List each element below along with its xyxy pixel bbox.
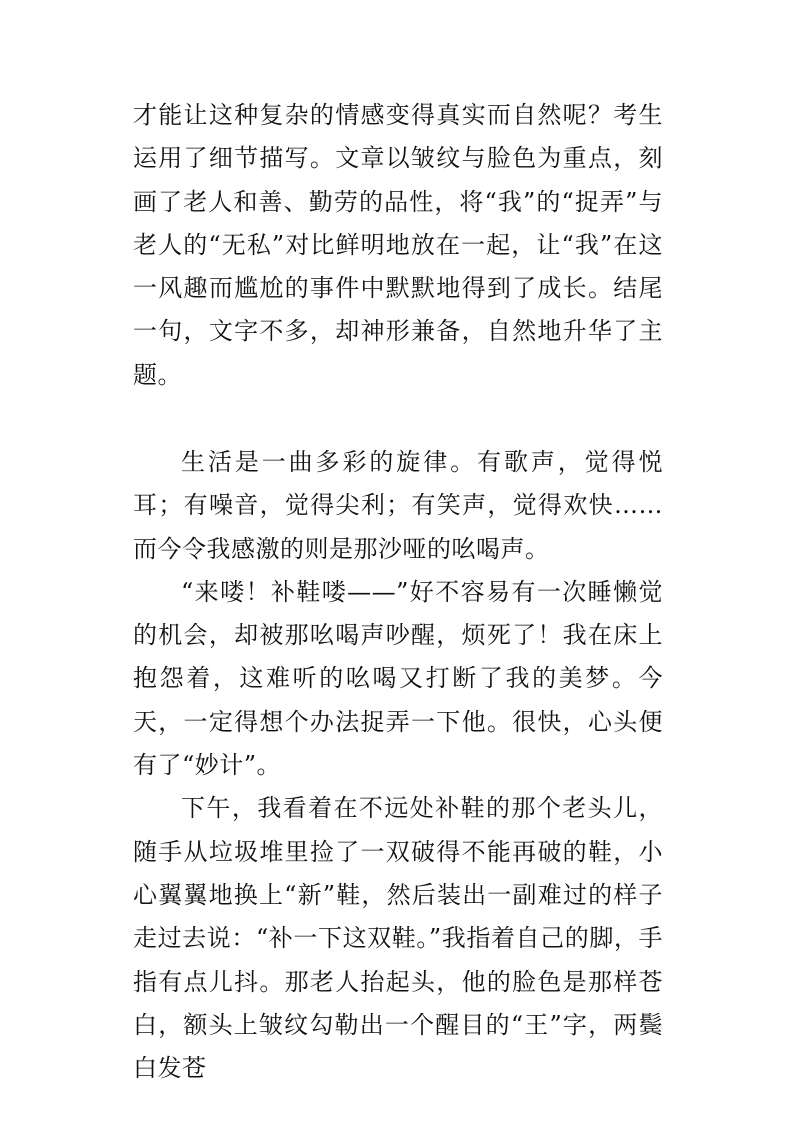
- essay-paragraph-3: 下午，我看着在不远处补鞋的那个老头儿，随手从垃圾堆里捡了一双破得不能再破的鞋，小心翼翼地换上“新”鞋，然后装出一副难过的样子走过去说：“补一下这双鞋。”我指着自己的脚，手指有点儿抖。那老人抬起头，他的脸色是那样苍白，额头上皱纹勾勒出一个醒目的“王”字，两鬓白发苍: [133, 794, 663, 1083]
- commentary-section: [133, 94, 663, 397]
- essay-paragraph-2: “来喽！补鞋喽——”好不容易有一次睡懒觉的机会，却被那吆喝声吵醒，烦死了！我在床上抱怨着，这难听的吆喝又打断了我的美梦。今天，一定得想个办法捉弄一下他。很快，心头便有了“妙计”。: [133, 577, 663, 780]
- essay-section: [133, 441, 663, 1090]
- commentary-paragraph: 才能让这种复杂的情感变得真实而自然呢？考生运用了细节描写。文章以皱纹与脸色为重点，刻画了老人和善、勤劳的品性，将“我”的“捉弄”与老人的“无私”对比鲜明地放在一起，让“我”在这一风趣而尴尬的事件中默默地得到了成长。结尾一句，文字不多，却神形兼备，自然地升华了主题。: [133, 101, 663, 389]
- essay-paragraph-1: 生活是一曲多彩的旋律。有歌声，觉得悦耳；有噪音，觉得尖利；有笑声，觉得欢快……而今令我感激的则是那沙哑的吆喝声。: [133, 448, 663, 563]
